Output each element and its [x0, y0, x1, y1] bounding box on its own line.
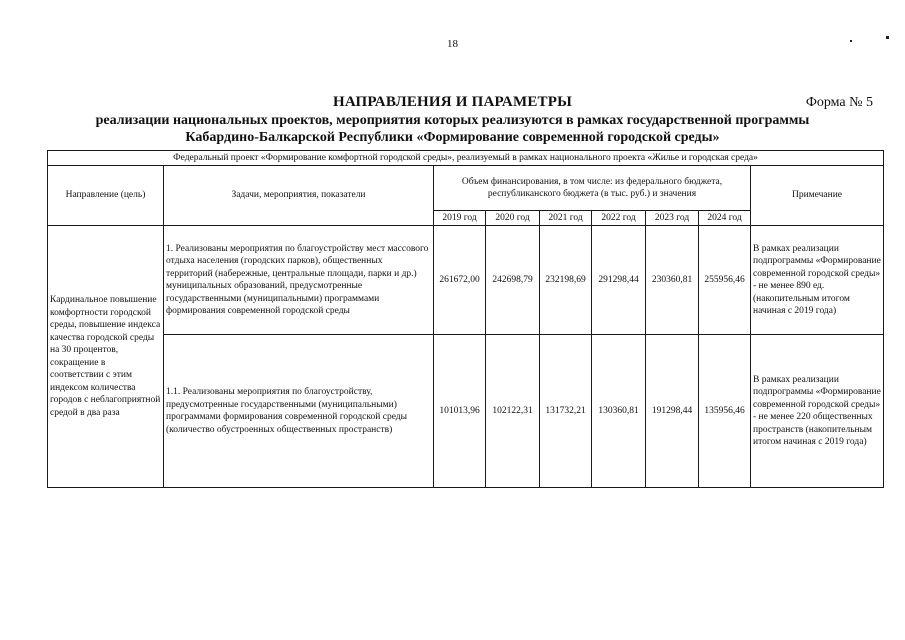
table-row [48, 335, 884, 488]
federal-project-row: Федеральный проект «Формирование комфортной городской среды», реализуемый в рамках национального проекта «Жилье и городская среда» [48, 151, 884, 166]
value-cell: 130360,81 [592, 335, 646, 488]
value-cell: 291298,44 [592, 226, 646, 335]
value-cell: 230360,81 [646, 226, 699, 335]
value-cell: 101013,96 [434, 335, 486, 488]
value-cell: 135956,46 [699, 335, 751, 488]
scan-speck [886, 36, 889, 39]
year-header: 2023 год [646, 211, 699, 226]
header-funding: Объем финансирования, в том числе: из федерального бюджета, республиканского бюджета (в тыс. руб.) и значения [434, 166, 751, 211]
document-title: НАПРАВЛЕНИЯ И ПАРАМЕТРЫ [332, 94, 573, 110]
parameters-table [47, 150, 884, 488]
value-cell: 261672,00 [434, 226, 486, 335]
value-cell: 102122,31 [486, 335, 540, 488]
scan-speck [850, 40, 852, 42]
direction-cell: Кардинальное повышение комфортности городской среды, повышение индекса качества городской среды на 30 процентов, сокращение в соответствии с этим индексом количества городов с неблагоприятной средой в два раза [48, 226, 164, 488]
header-direction: Направление (цель) [48, 166, 164, 226]
value-cell: 232198,69 [540, 226, 592, 335]
year-header: 2021 год [540, 211, 592, 226]
year-header: 2019 год [434, 211, 486, 226]
value-cell: 191298,44 [646, 335, 699, 488]
value-cell: 242698,79 [486, 226, 540, 335]
page-number: 18 [447, 38, 458, 50]
year-header: 2020 год [486, 211, 540, 226]
value-cell: 131732,21 [540, 335, 592, 488]
task-cell: 1. Реализованы мероприятия по благоустройству мест массового отдыха населения (городских парков), общественных территорий (набережные, центральные площади, парки и др.) муниципальных образований, предусмотренные государственными (муниципальными) программами формирования современной городской среды [164, 226, 434, 335]
document-subtitle: реализации национальных проектов, мероприятия которых реализуются в рамках государственной программы Кабардино-Балкарской Республики «Формирование современной городской среды» [95, 113, 810, 145]
year-header: 2024 год [699, 211, 751, 226]
value-cell: 255956,46 [699, 226, 751, 335]
note-cell: В рамках реализации подпрограммы «Формирование современной городской среды» - не менее 220 общественных пространств (накопительным итогом начиная с 2019 года) [751, 335, 884, 488]
note-cell: В рамках реализации подпрограммы «Формирование современной городской среды» - не менее 890 ед. (накопительным итогом начиная с 2019 года) [751, 226, 884, 335]
year-header: 2022 год [592, 211, 646, 226]
header-note: Примечание [751, 166, 884, 226]
table-row [48, 226, 884, 335]
task-cell: 1.1. Реализованы мероприятия по благоустройству, предусмотренные государственными (муниципальными) программами формирования современной городской среды (количество обустроенных общественных пространств) [164, 335, 434, 488]
form-label: Форма № 5 [805, 95, 873, 110]
header-tasks: Задачи, мероприятия, показатели [164, 166, 434, 226]
